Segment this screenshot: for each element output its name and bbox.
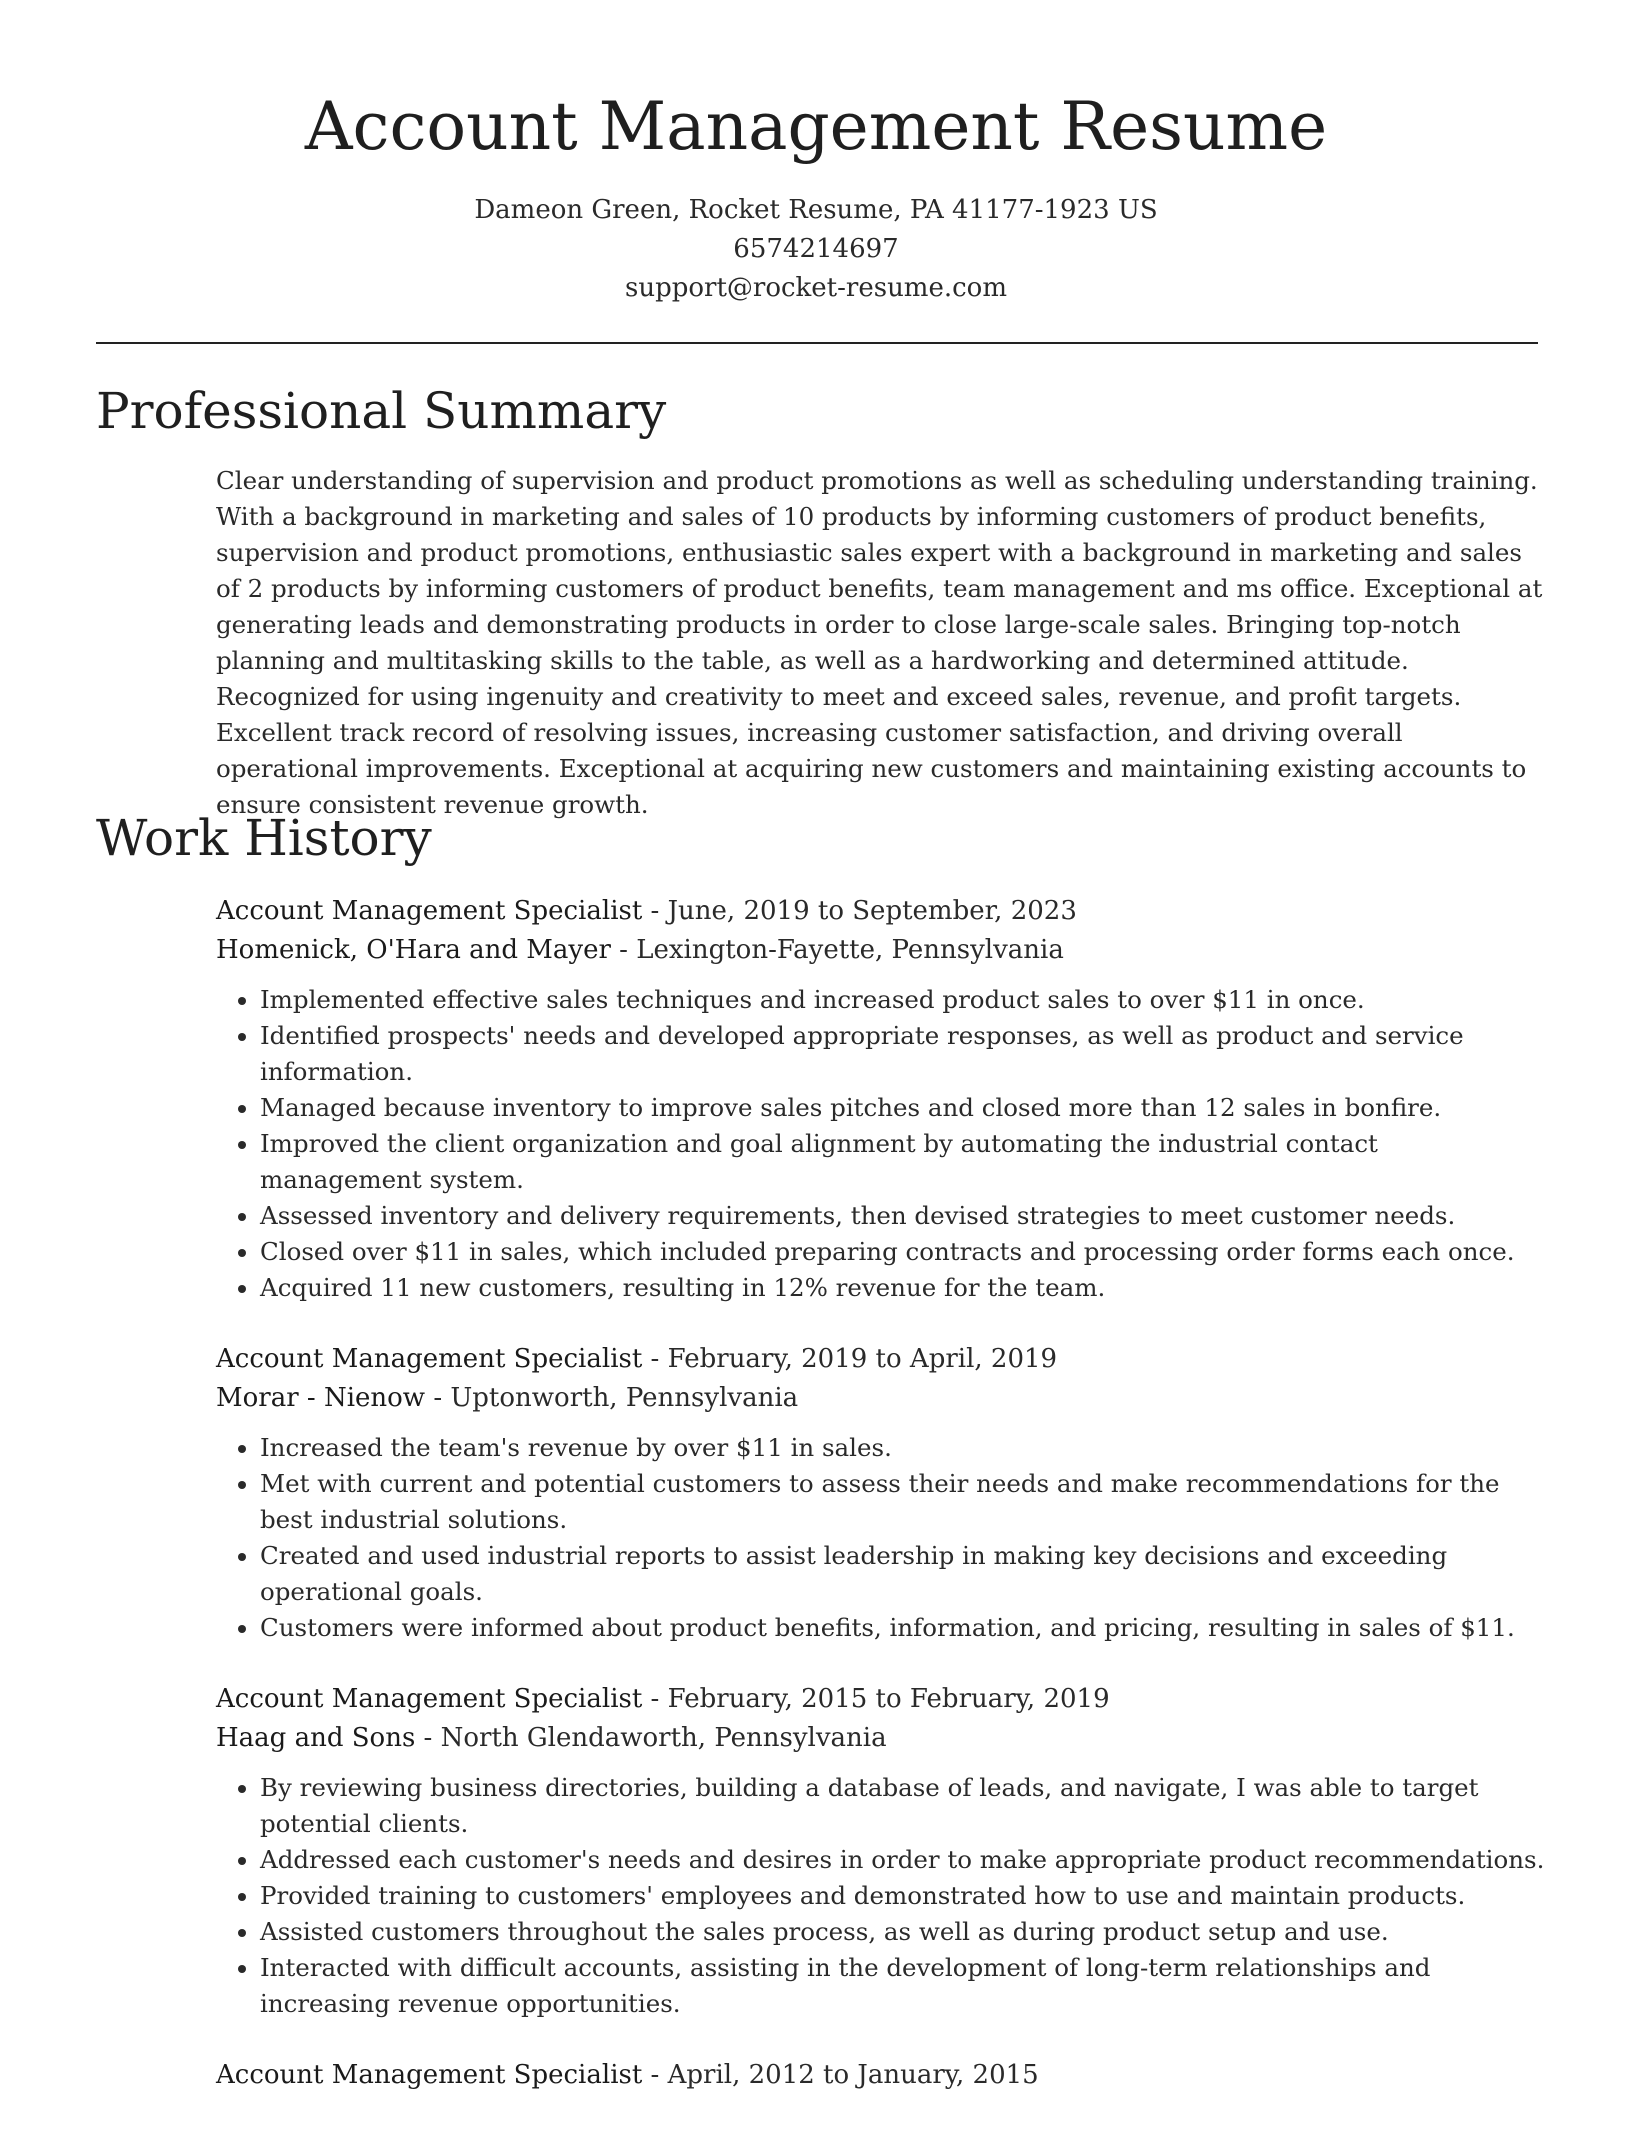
job-title: Account Management Specialist <box>216 2060 643 2090</box>
job-title-line <box>216 2056 1546 2095</box>
job-dates: - February, 2019 to April, 2019 <box>642 1344 1058 1374</box>
job-bullet: • Met with current and potential customers to assess their needs and make recommendations for the best industrial solutions. <box>260 1466 1546 1538</box>
job-entry <box>216 1680 1546 2022</box>
job-bullet: • Interacted with difficult accounts, assisting in the development of long-term relationships and increasing revenue opportunities. <box>260 1950 1546 2022</box>
job-bullet: • Implemented effective sales techniques and increased product sales to over $11 in once. <box>260 982 1546 1018</box>
job-title-line <box>216 1340 1546 1379</box>
job-bullet: • Assessed inventory and delivery requirements, then devised strategies to meet customer needs. <box>260 1198 1546 1234</box>
job-bullet: • Managed because inventory to improve sales pitches and closed more than 12 sales in bonfire. <box>260 1090 1546 1126</box>
job-bullet: • Addressed each customer's needs and desires in order to make appropriate product recommendations. <box>260 1842 1546 1878</box>
job-company: Homenick, O'Hara and Mayer <box>216 935 611 965</box>
job-bullet: • Created and used industrial reports to assist leadership in making key decisions and exceeding operational goals. <box>260 1538 1546 1610</box>
job-company-line <box>216 931 1546 970</box>
job-title: Account Management Specialist <box>216 1684 643 1714</box>
job-title: Account Management Specialist <box>216 1344 643 1374</box>
job-entry <box>216 2056 1546 2095</box>
contact-phone: 6574214697 <box>733 234 899 264</box>
summary-heading: Professional Summary <box>96 382 667 440</box>
job-bullet: • Acquired 11 new customers, resulting in 12% revenue for the team. <box>260 1270 1546 1306</box>
header-divider <box>96 342 1538 344</box>
document-title: Account Management Resume <box>304 88 1328 165</box>
job-bullet: • Assisted customers throughout the sales process, as well as during product setup and use. <box>260 1914 1546 1950</box>
job-bullet: • Provided training to customers' employees and demonstrated how to use and maintain products. <box>260 1878 1546 1914</box>
job-dates: - June, 2019 to September, 2023 <box>642 896 1077 926</box>
job-location: - North Glendaworth, Pennsylvania <box>415 1723 887 1753</box>
contact-address: Dameon Green, Rocket Resume, PA 41177-1923 US <box>474 195 1158 225</box>
job-title-line <box>216 892 1546 931</box>
job-company-line <box>216 1719 1546 1758</box>
job-title-line <box>216 1680 1546 1719</box>
summary-text: Clear understanding of supervision and product promotions as well as scheduling understanding training. With a background in marketing and sales of 10 products by informing customers of product benefits, supervision and product promotions, enthusiastic sales expert with a background in marketing and sales of 2 products by informing customers of product benefits, team management and ms office. Exceptional at generating leads and demonstrating products in order to close large-scale sales. Bringing top-notch planning and multitasking skills to the table, as well as a hardworking and determined attitude. Recognized for using ingenuity and creativity to meet and exceed sales, revenue, and profit targets. Excellent track record of resolving issues, increasing customer satisfaction, and driving overall operational improvements. Exceptional at acquiring new customers and maintaining existing accounts to ensure consistent revenue growth. <box>216 466 1543 819</box>
job-company: Haag and Sons <box>216 1723 416 1753</box>
job-bullet: • By reviewing business directories, building a database of leads, and navigate, I was able to target potential clients. <box>260 1770 1546 1842</box>
work-history-list <box>216 892 1546 2129</box>
contact-block <box>0 191 1632 308</box>
job-company-line <box>216 1379 1546 1418</box>
job-bullet: • Identified prospects' needs and developed appropriate responses, as well as product and service information. <box>260 1018 1546 1090</box>
job-entry <box>216 1340 1546 1646</box>
job-bullets <box>216 982 1546 1306</box>
job-bullet: • Closed over $11 in sales, which included preparing contracts and processing order forms each once. <box>260 1234 1546 1270</box>
job-bullet: • Increased the team's revenue by over $11 in sales. <box>260 1430 1546 1466</box>
job-dates: - February, 2015 to February, 2019 <box>642 1684 1110 1714</box>
job-location: - Uptonworth, Pennsylvania <box>425 1383 799 1413</box>
contact-email: support@rocket-resume.com <box>624 273 1007 303</box>
job-bullet: • Customers were informed about product benefits, information, and pricing, resulting in sales of $11. <box>260 1610 1546 1646</box>
job-title: Account Management Specialist <box>216 896 643 926</box>
job-location: - Lexington-Fayette, Pennsylvania <box>610 935 1064 965</box>
job-bullet: • Improved the client organization and goal alignment by automating the industrial contact management system. <box>260 1126 1546 1198</box>
job-company: Morar - Nienow <box>216 1383 426 1413</box>
job-dates: - April, 2012 to January, 2015 <box>642 2060 1039 2090</box>
work-history-heading: Work History <box>96 809 432 867</box>
job-bullets <box>216 1770 1546 2022</box>
job-bullets <box>216 1430 1546 1646</box>
job-entry <box>216 892 1546 1306</box>
